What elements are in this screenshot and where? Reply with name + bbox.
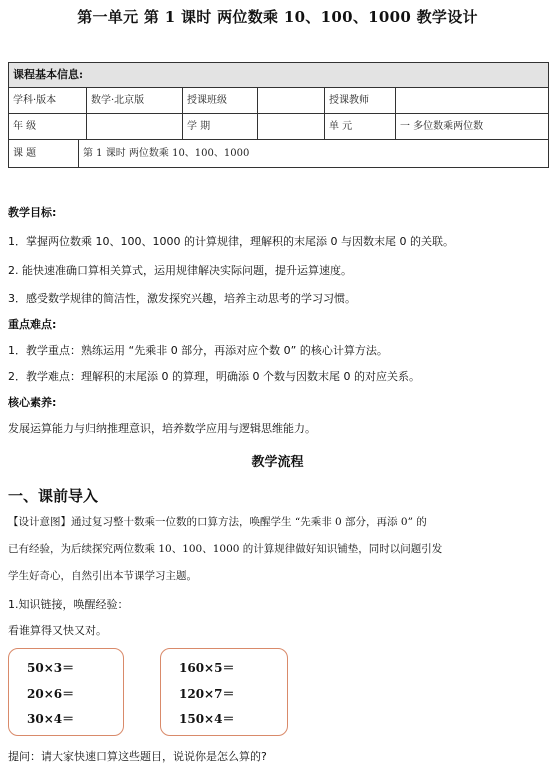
literacy-text: 发展运算能力与归纳推理意识，培养数学应用与逻辑思维能力。 — [8, 422, 316, 435]
table-cell: 课 题 — [9, 140, 79, 167]
process-heading: 教学流程 — [251, 455, 304, 470]
key-point-item: 1．教学重点：熟练运用 “先乘非 0 部分，再添对应个数 0” 的核心计算方法。 — [8, 344, 388, 357]
literacy-heading: 核心素养: — [8, 396, 57, 409]
table-row — [9, 114, 548, 140]
key-points-heading: 重点难点: — [8, 318, 57, 331]
design-intent-line: 已有经验，为后续探究两位数乘 10、100、1000 的计算规律做好知识铺垫，同时以问题引发 — [8, 543, 443, 555]
goal-item: 3．感受数学规律的简洁性，激发探究兴趣，培养主动思考的学习习惯。 — [8, 292, 356, 305]
table-cell: 学科·版本 — [9, 88, 87, 113]
question-text: 提问：请大家快速口算这些题目，说说你是怎么算的? — [8, 750, 267, 763]
table-cell: 第 1 课时 两位数乘 10、100、1000 — [83, 148, 250, 159]
table-cell — [258, 88, 325, 113]
table-row — [9, 88, 548, 114]
section-heading: 一、课前导入 — [8, 487, 99, 505]
design-intent-line: 【设计意图】通过复习整十数乘一位数的口算方法，唤醒学生 “先乘非 0 部分，再添 0” 的 — [8, 516, 427, 528]
table-cell: 年 级 — [9, 114, 87, 139]
goals-heading: 教学目标: — [8, 206, 57, 219]
key-point-item: 2．教学难点：理解积的末尾添 0 的算理，明确添 0 个数与因数末尾 0 的对应关系。 — [8, 370, 420, 383]
exercise-box-left — [8, 648, 124, 736]
exercise-item: 20×6＝ — [27, 687, 75, 701]
exercise-item: 50×3＝ — [27, 661, 75, 675]
exercise-item: 150×4＝ — [179, 712, 235, 726]
design-intent-line: 学生好奇心，自然引出本节课学习主题。 — [8, 570, 197, 582]
exercise-box-right — [160, 648, 288, 736]
table-row — [9, 140, 548, 167]
table-cell — [258, 114, 325, 139]
table-cell: 授课班级 — [183, 88, 258, 113]
step-title: 1.知识链接，唤醒经验： — [8, 598, 129, 611]
exercise-item: 30×4＝ — [27, 712, 75, 726]
table-cell: 数学·北京版 — [87, 88, 183, 113]
table-cell: 授课教师 — [325, 88, 396, 113]
exercise-item: 160×5＝ — [179, 661, 235, 675]
design-intent — [8, 509, 548, 590]
page-title: 第一单元 第 1 课时 两位数乘 10、100、1000 教学设计 — [77, 8, 478, 26]
table-cell — [396, 88, 548, 113]
table-cell — [87, 114, 183, 139]
step-subtitle: 看谁算得又快又对。 — [8, 624, 107, 637]
table-cell: 学 期 — [183, 114, 258, 139]
exercise-item: 120×7＝ — [179, 687, 235, 701]
goal-item: 1．掌握两位数乘 10、100、1000 的计算规律，理解积的末尾添 0 与因数末尾 0 的关联。 — [8, 235, 454, 248]
info-table-header: 课程基本信息: — [9, 63, 548, 88]
goal-item: 2. 能快速准确口算相关算式，运用规律解决实际问题，提升运算速度。 — [8, 264, 352, 277]
table-cell: 单 元 — [325, 114, 396, 139]
course-info-table — [8, 62, 549, 168]
table-cell: 一 多位数乘两位数 — [400, 121, 484, 132]
